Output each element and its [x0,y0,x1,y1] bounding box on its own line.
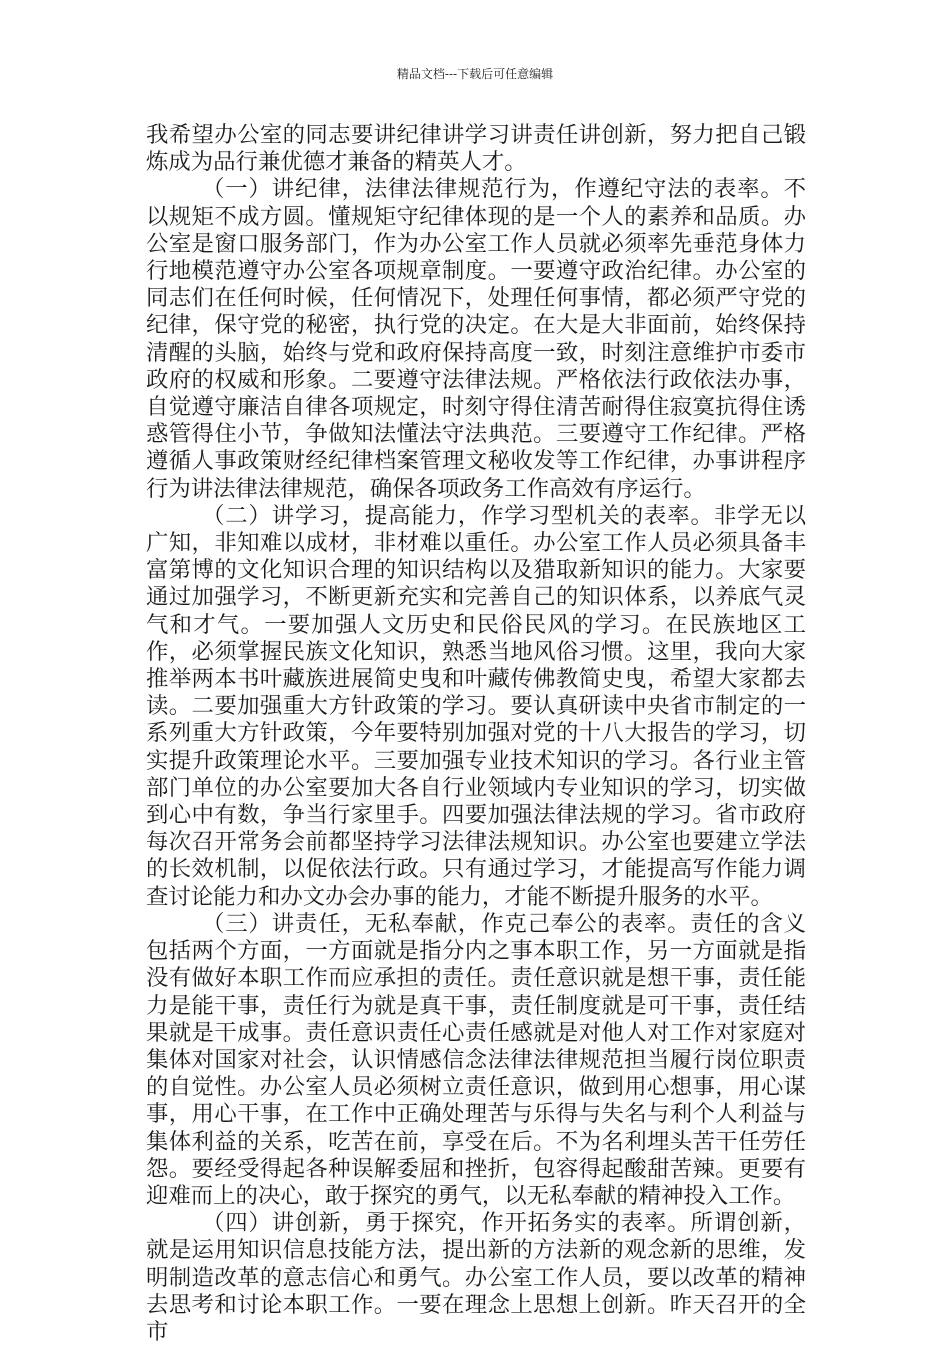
paragraph-discipline: （一）讲纪律，法律法律规范行为，作遵纪守法的表率。不以规矩不成方圆。懂规矩守纪律体现的是一个人的素养和品质。办公室是窗口服务部门，作为办公室工作人员就必须率先垂范身体力行地模范遵守办公室各项规章制度。一要遵守政治纪律。办公室的同志们在任何时候，任何情况下，处理任何事情，都必须严守党的纪律，保守党的秘密，执行党的决定。在大是大非面前，始终保持清醒的头脑，始终与党和政府保持高度一致，时刻注意维护市委市政府的权威和形象。二要遵守法律法规。严格依法行政依法办事，自觉遵守廉洁自律各项规定，时刻守得住清苦耐得住寂寞抗得住诱惑管得住小节，争做知法懂法守法典范。三要遵守工作纪律。严格遵循人事政策财经纪律档案管理文秘收发等工作纪律，办事讲程序行为讲法律法律规范，确保各项政务工作高效有序运行。 [146,176,806,502]
paragraph-innovation: （四）讲创新，勇于探究，作开拓务实的表率。所谓创新，就是运用知识信息技能方法，提出新的方法新的观念新的思维，发明制造改革的意志信心和勇气。办公室工作人员，要以改革的精神去思考和讨论本职工作。一要在理念上思想上创新。昨天召开的全市 [146,1210,806,1345]
paragraph-study: （二）讲学习，提高能力，作学习型机关的表率。非学无以广知，非知难以成材，非材难以重任。办公室工作人员必须具备丰富第博的文化知识合理的知识结构以及猎取新知识的能力。大家要通过加强学习，不断更新充实和完善自己的知识体系，以养底气灵气和才气。一要加强人文历史和民俗民风的学习。在民族地区工作，必须掌握民族文化知识，熟悉当地风俗习惯。这里，我向大家推举两本书叶藏族进展简史曳和叶藏传佛教简史曳，希望大家都去读。二要加强重大方针政策的学习。要认真研读中央省市制定的一系列重大方针政策，今年要特别加强对党的十八大报告的学习，切实提升政策理论水平。三要加强专业技术知识的学习。各行业主管部门单位的办公室要加大各自行业领域内专业知识的学习，切实做到心中有数，争当行家里手。四要加强法律法规的学习。省市政府每次召开常务会前都坚持学习法律法规知识。办公室也要建立学法的长效机制，以促依法行政。只有通过学习，才能提高写作能力调查讨论能力和办文办会办事的能力，才能不断提升服务的水平。 [146,502,806,910]
page-header: 精品文档---下载后可任意编辑 [396,67,554,81]
paragraph-intro: 我希望办公室的同志要讲纪律讲学习讲责任讲创新，努力把自己锻炼成为品行兼优德才兼备的精英人才。 [146,122,806,176]
document-body [146,122,806,1346]
paragraph-responsibility: （三）讲责任，无私奉献，作克己奉公的表率。责任的含义包括两个方面，一方面就是指分内之事本职工作，另一方面就是指没有做好本职工作而应承担的责任。责任意识就是想干事，责任能力是能干事，责任行为就是真干事，责任制度就是可干事，责任结果就是干成事。责任意识责任心责任感就是对他人对工作对家庭对集体对国家对社会，认识情感信念法律法律规范担当履行岗位职责的自觉性。办公室人员必须树立责任意识，做到用心想事，用心谋事，用心干事，在工作中正确处理苦与乐得与失名与利个人利益与集体利益的关系，吃苦在前，享受在后。不为名利埋头苦干任劳任怨。要经受得起各种误解委屈和挫折，包容得起酸甜苦辣。更要有迎难而上的决心，敢于探究的勇气，以无私奉献的精神投入工作。 [146,910,806,1209]
